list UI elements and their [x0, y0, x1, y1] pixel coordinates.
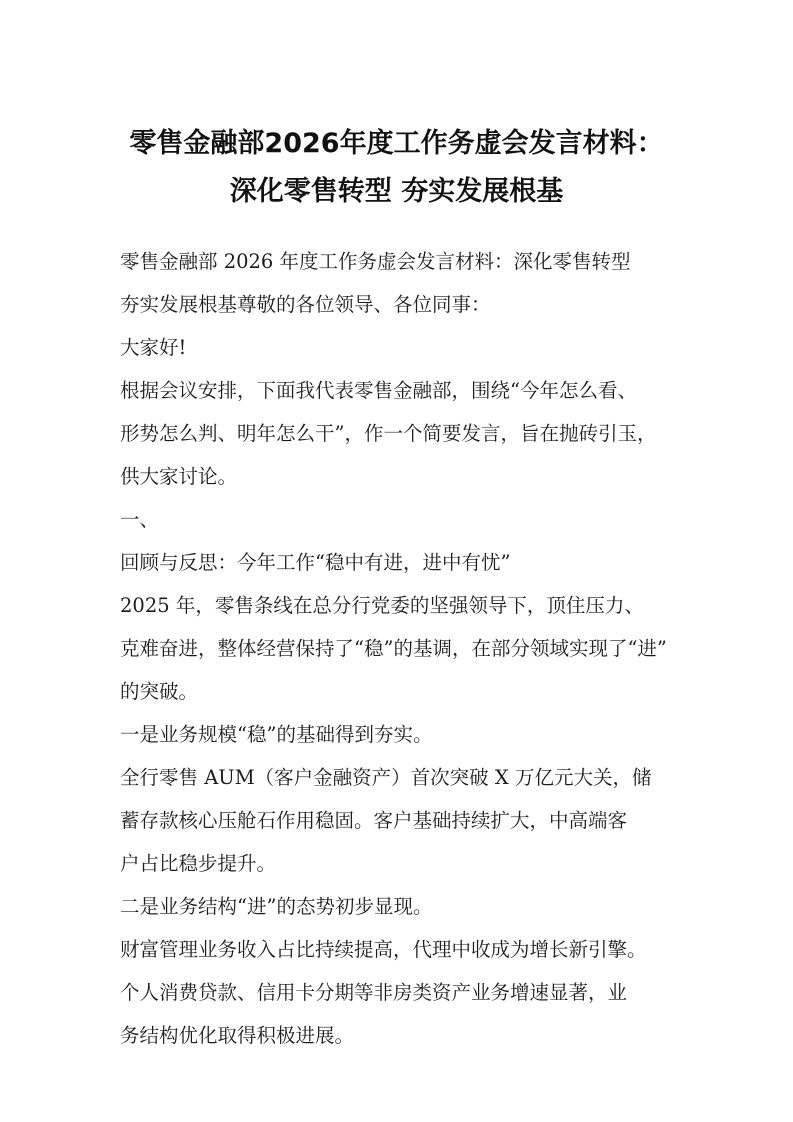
- document-title-line-1: 零售金融部2026年度工作务虚会发言材料：: [129, 128, 664, 159]
- body-line: 形势怎么判、明年怎么干”，作一个简要发言，旨在抛砖引玉，: [120, 422, 657, 445]
- subheading: 一是业务规模“稳”的基础得到夯实。: [120, 723, 433, 746]
- body-line: 2025 年，零售条线在总分行党委的坚强领导下，顶住压力、: [120, 594, 644, 617]
- body-line: 夯实发展根基尊敬的各位领导、各位同事：: [120, 293, 491, 316]
- subheading: 二是业务结构“进”的态势初步显现。: [120, 895, 433, 918]
- body-line: 零售金融部 2026 年度工作务虚会发言材料：深化零售转型: [120, 250, 631, 273]
- body-line: 的突破。: [120, 680, 199, 703]
- body-line: 蓄存款核心压舱石作用稳固。客户基础持续扩大，中高端客: [120, 809, 628, 832]
- body-line: 个人消费贷款、信用卡分期等非房类资产业务增速显著，业: [120, 981, 628, 1004]
- body-line: 务结构优化取得积极进展。: [120, 1024, 355, 1047]
- body-line: 大家好!: [120, 336, 187, 359]
- section-heading-number: 一、: [120, 508, 160, 531]
- body-line: 克难奋进，整体经营保持了“稳”的基调，在部分领域实现了“进”: [120, 637, 667, 660]
- body-line: 供大家讨论。: [120, 465, 238, 488]
- document-title-line-2: 深化零售转型 夯实发展根基: [229, 176, 564, 207]
- body-line: 财富管理业务收入占比持续提高，代理中收成为增长新引擎。: [120, 938, 647, 961]
- body-line: 户占比稳步提升。: [120, 852, 277, 875]
- body-line: 根据会议安排，下面我代表零售金融部，围绕“今年怎么看、: [120, 379, 637, 402]
- body-line: 全行零售 AUM（客户金融资产）首次突破 X 万亿元大关，储: [120, 766, 652, 789]
- section-heading: 回顾与反思：今年工作“稳中有进，进中有忧”: [120, 551, 511, 574]
